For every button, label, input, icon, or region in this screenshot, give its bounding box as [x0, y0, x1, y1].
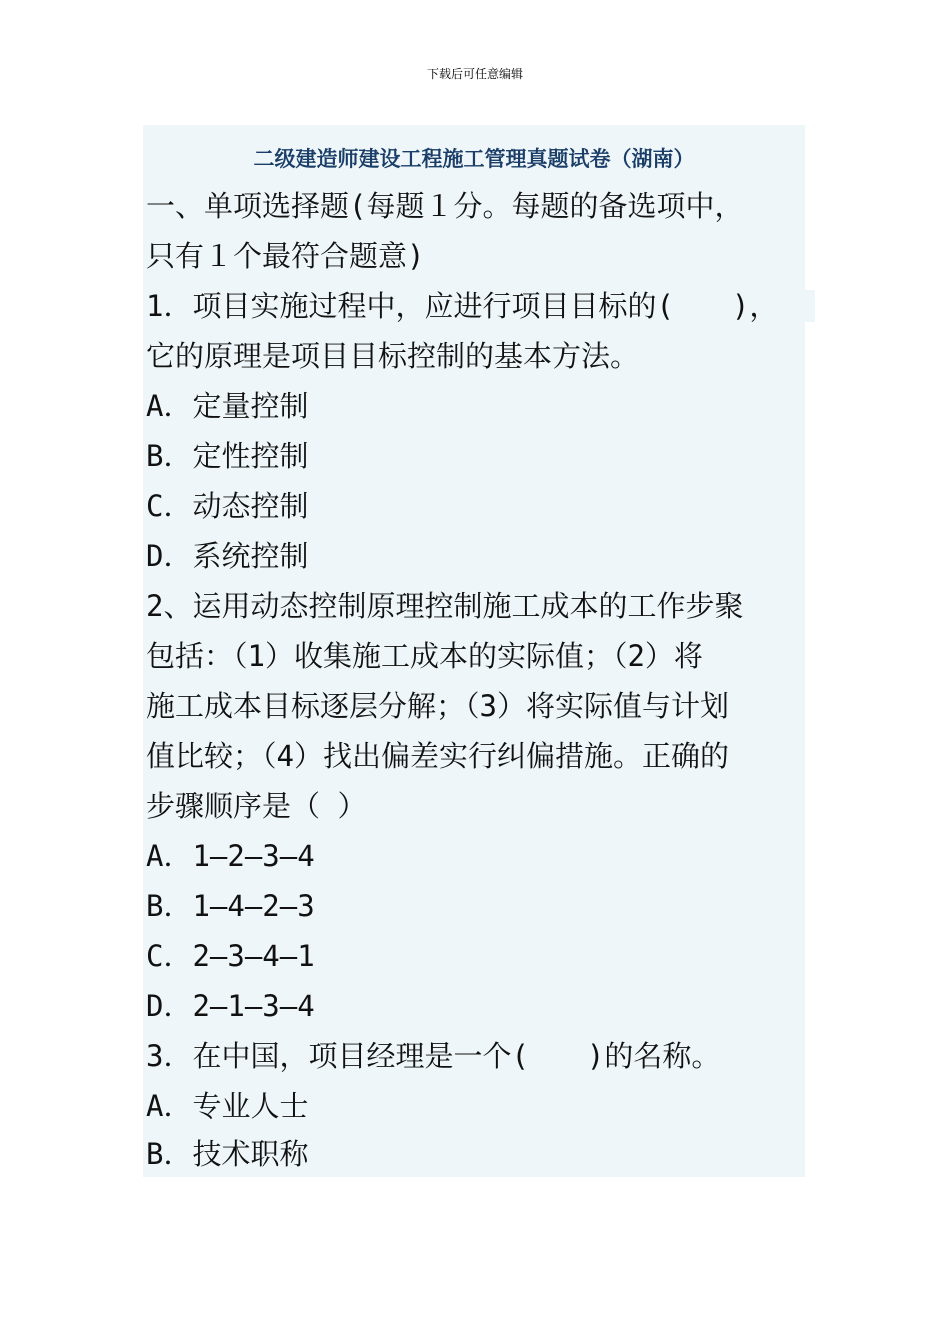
question-2-option-d: D．2—1—3—4: [146, 989, 315, 1023]
question-1-option-a: A．定量控制: [146, 389, 309, 423]
document-content: [143, 125, 805, 1177]
question-2-stem-line-4: 值比较；（4）找出偏差实行纠偏措施。正确的: [146, 739, 729, 773]
question-2-stem-line-5: 步骤顺序是（ ）: [146, 789, 367, 823]
question-1-option-c: C．动态控制: [146, 489, 309, 523]
question-3-option-b: B．技术职称: [146, 1137, 309, 1171]
section-heading-line-2: 只有１个最符合题意): [146, 239, 425, 273]
question-2-option-b: B．1—4—2—3: [146, 889, 315, 923]
content-edge-mark: [805, 290, 815, 322]
question-1-stem-line-2: 它的原理是项目目标控制的基本方法。: [146, 339, 640, 373]
question-2-option-a: A．1—2—3—4: [146, 839, 315, 873]
page-header-note: 下载后可任意编辑: [426, 67, 523, 81]
document-title: 二级建造师建设工程施工管理真题试卷（湖南）: [253, 147, 695, 171]
question-2-stem-line-2: 包括：（1）收集施工成本的实际值；（2）将: [146, 639, 703, 673]
question-3-stem: 3．在中国，项目经理是一个( )的名称。: [146, 1039, 721, 1073]
question-3-option-a: A．专业人士: [146, 1089, 309, 1123]
question-1-option-b: B．定性控制: [146, 439, 309, 473]
section-heading-line-1: 一、单项选择题(每题１分。每题的备选项中，: [146, 189, 744, 223]
question-1-stem-line-1: 1．项目实施过程中，应进行项目目标的( )，: [146, 289, 779, 323]
question-2-stem-line-3: 施工成本目标逐层分解；（3）将实际值与计划: [146, 689, 729, 723]
question-1-option-d: D．系统控制: [146, 539, 309, 573]
question-2-stem-line-1: 2、运用动态控制原理控制施工成本的工作步聚: [146, 589, 744, 623]
question-2-option-c: C．2—3—4—1: [146, 939, 315, 973]
